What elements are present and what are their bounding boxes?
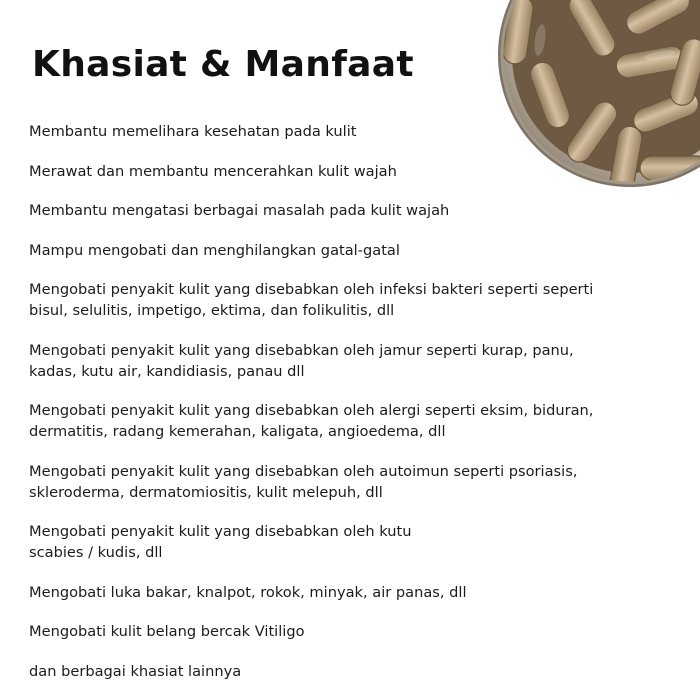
benefit-line: bisul, selulitis, impetigo, ektima, dan folikulitis, dll <box>29 302 395 319</box>
benefit-item <box>29 121 679 142</box>
benefit-line: Mengobati penyakit kulit yang disebabkan oleh alergi seperti eksim, biduran, <box>29 402 594 419</box>
benefit-line: dermatitis, radang kemerahan, kaligata, angioedema, dll <box>29 423 446 440</box>
benefit-line: dan berbagai khasiat lainnya <box>29 662 242 680</box>
benefit-item <box>29 200 679 221</box>
benefit-line: Mengobati penyakit kulit yang disebabkan oleh kutu <box>29 523 412 540</box>
benefits-list <box>29 121 679 700</box>
benefit-item <box>29 161 679 182</box>
benefit-item <box>29 279 679 321</box>
page-title: Khasiat & Manfaat <box>32 44 414 85</box>
benefit-line: Membantu mengatasi berbagai masalah pada kulit wajah <box>29 202 450 219</box>
benefit-line: Mengobati penyakit kulit yang disebabkan oleh autoimun seperti psoriasis, <box>29 462 578 480</box>
benefit-line: kadas, kutu air, kandidiasis, panau dll <box>29 362 305 380</box>
benefit-item <box>29 461 679 503</box>
benefit-item <box>29 521 679 563</box>
benefit-line: Mampu mengobati dan menghilangkan gatal-gatal <box>29 241 400 259</box>
benefit-line: Mengobati kulit belang bercak Vitiligo <box>29 623 305 640</box>
benefit-line: Mengobati penyakit kulit yang disebabkan oleh jamur seperti kurap, panu, <box>29 341 574 359</box>
benefit-item <box>29 340 679 382</box>
benefit-item <box>29 400 679 442</box>
benefit-item <box>29 240 679 261</box>
benefit-line: Mengobati luka bakar, knalpot, rokok, minyak, air panas, dll <box>29 583 467 601</box>
benefit-line: Membantu memelihara kesehatan pada kulit <box>29 123 357 140</box>
benefit-line: skleroderma, dermatomiositis, kulit melepuh, dll <box>29 483 383 501</box>
benefit-item <box>29 661 679 682</box>
benefit-line: scabies / kudis, dll <box>29 544 163 561</box>
benefit-item <box>29 621 679 642</box>
benefit-item <box>29 582 679 603</box>
benefit-line: Merawat dan membantu mencerahkan kulit wajah <box>29 162 397 180</box>
benefit-line: Mengobati penyakit kulit yang disebabkan oleh infeksi bakteri seperti seperti <box>29 281 594 298</box>
